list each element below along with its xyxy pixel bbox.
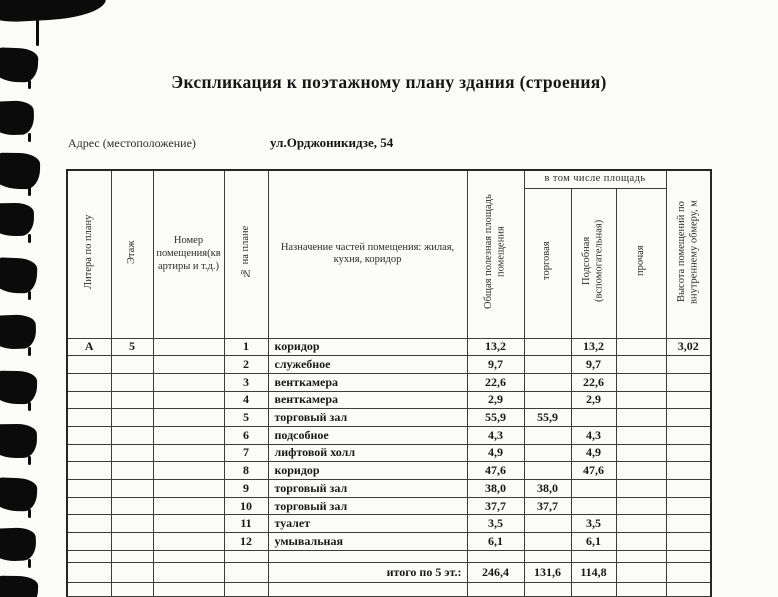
binding-mark — [28, 559, 31, 568]
binding-mark — [0, 153, 40, 190]
cell-plan-number: 11 — [224, 515, 268, 533]
binding-mark — [28, 347, 31, 356]
cell-purpose: венткамера — [268, 373, 467, 391]
cell-trade-area — [524, 533, 571, 551]
cell-total-area — [467, 582, 524, 596]
cell-other-area — [616, 444, 666, 462]
col-header-room-number: Номер помещения(кв артиры и т.д.) — [153, 170, 224, 338]
table-row — [67, 373, 711, 391]
address-label: Адрес (местоположение) — [68, 136, 196, 150]
cell-purpose: туалет — [268, 515, 467, 533]
cell-trade-area — [524, 426, 571, 444]
table-row — [67, 391, 711, 409]
cell-floor: 5 — [111, 338, 153, 356]
cell-floor — [111, 356, 153, 374]
cell-floor — [111, 391, 153, 409]
cell-floor — [111, 582, 153, 596]
cell-plan-number: 2 — [224, 356, 268, 374]
cell-trade-area — [524, 515, 571, 533]
cell-height — [666, 391, 711, 409]
cell-floor — [111, 373, 153, 391]
binding-mark — [0, 0, 107, 23]
cell-auxiliary-area: 4,3 — [571, 426, 616, 444]
cell-floor — [111, 550, 153, 562]
cell-purpose: торговый зал — [268, 497, 467, 515]
cell-room-number — [153, 356, 224, 374]
cell-other-area — [616, 426, 666, 444]
binding-mark — [0, 257, 38, 293]
binding-mark — [28, 402, 31, 411]
cell-height: 3,02 — [666, 338, 711, 356]
col-header-other — [616, 188, 666, 338]
cell-total-area: 55,9 — [467, 409, 524, 427]
cell-floor — [111, 409, 153, 427]
cell-floor — [111, 462, 153, 480]
cell-other-area — [616, 480, 666, 498]
cell-auxiliary-area — [571, 409, 616, 427]
binding-mark — [0, 477, 38, 511]
table-row — [67, 462, 711, 480]
cell-plan-number: 3 — [224, 373, 268, 391]
cell-other-area — [616, 497, 666, 515]
page-title: Экспликация к поэтажному плану здания (строения) — [171, 72, 607, 92]
cell-total-area: 6,1 — [467, 533, 524, 551]
col-header-auxiliary — [571, 188, 616, 338]
cell-trade-area — [524, 582, 571, 596]
cell-other-area — [616, 338, 666, 356]
cell-total-area: 4,3 — [467, 426, 524, 444]
cell-purpose: лифтовой холл — [268, 444, 467, 462]
cell-trade-area: 37,7 — [524, 497, 571, 515]
cell-height — [666, 426, 711, 444]
cell-total-area: 47,6 — [467, 462, 524, 480]
table-row — [67, 444, 711, 462]
cell-plan-number: 4 — [224, 391, 268, 409]
cell-height — [666, 373, 711, 391]
cell-height — [666, 409, 711, 427]
cell-height — [666, 497, 711, 515]
cell-purpose: торговый зал — [268, 480, 467, 498]
cell-height — [666, 356, 711, 374]
binding-mark — [0, 527, 37, 562]
cell-other-area — [616, 391, 666, 409]
cell-room-number — [153, 409, 224, 427]
cell-room-number — [153, 426, 224, 444]
cell-room-number — [153, 462, 224, 480]
cell-total-area: 22,6 — [467, 373, 524, 391]
table-row — [67, 497, 711, 515]
cell-plan-number: 1 — [224, 338, 268, 356]
cell-litera — [67, 409, 111, 427]
cell-litera: А — [67, 338, 111, 356]
cell-litera — [67, 462, 111, 480]
cell-purpose: подсобное — [268, 426, 467, 444]
col-header-floor-label: Этаж — [125, 240, 137, 264]
table-row — [67, 426, 711, 444]
cell-room-number — [153, 373, 224, 391]
col-header-height-label: Высота помещений по внутреннему обмеру, м — [675, 200, 700, 304]
col-header-auxiliary-label: Подсобная (вспомогательная) — [580, 219, 605, 302]
cell-height — [666, 462, 711, 480]
binding-mark — [28, 509, 31, 518]
cell-room-number — [153, 391, 224, 409]
cell-total-area: 13,2 — [467, 338, 524, 356]
binding-mark — [28, 133, 31, 142]
cell-total-area: 38,0 — [467, 480, 524, 498]
cell-plan-number — [224, 550, 268, 562]
header-row-top — [67, 170, 711, 188]
cell-room-number — [153, 338, 224, 356]
cell-litera — [67, 391, 111, 409]
table-row-empty — [67, 550, 711, 562]
cell-trade-area — [524, 391, 571, 409]
cell-room-number — [153, 533, 224, 551]
cell-purpose: венткамера — [268, 391, 467, 409]
cell-other-area — [616, 582, 666, 596]
cell-auxiliary-area: 114,8 — [571, 562, 616, 582]
col-header-height — [666, 170, 711, 338]
col-header-trade-label: торговая — [541, 241, 553, 280]
explication-table — [66, 169, 712, 597]
cell-trade-area — [524, 373, 571, 391]
cell-height — [666, 582, 711, 596]
cell-floor — [111, 533, 153, 551]
address-value: ул.Орджоникидзе, 54 — [270, 135, 394, 150]
cell-plan-number: 7 — [224, 444, 268, 462]
table-row — [67, 356, 711, 374]
col-header-including: в том числе площадь — [524, 170, 666, 188]
cell-auxiliary-area: 6,1 — [571, 533, 616, 551]
cell-floor — [111, 480, 153, 498]
cell-litera — [67, 515, 111, 533]
cell-trade-area: 131,6 — [524, 562, 571, 582]
col-header-total-area-label: Общая полезная площадь помещения — [482, 194, 507, 310]
cell-other-area — [616, 462, 666, 480]
cell-auxiliary-area — [571, 497, 616, 515]
cell-total-area: 37,7 — [467, 497, 524, 515]
cell-room-number — [153, 515, 224, 533]
binding-mark — [0, 100, 35, 135]
cell-trade-area — [524, 356, 571, 374]
binding-mark — [28, 456, 31, 465]
cell-auxiliary-area: 13,2 — [571, 338, 616, 356]
table-row — [67, 338, 711, 356]
cell-floor — [111, 497, 153, 515]
table-row — [67, 533, 711, 551]
cell-other-area — [616, 562, 666, 582]
binding-mark — [36, 18, 39, 46]
cell-room-number — [153, 550, 224, 562]
cell-purpose: умывальная — [268, 533, 467, 551]
table-row — [67, 480, 711, 498]
cell-room-number — [153, 497, 224, 515]
cell-purpose: коридор — [268, 338, 467, 356]
binding-mark — [0, 203, 34, 237]
cell-room-number — [153, 562, 224, 582]
col-header-plan-number-label: № на плане — [239, 225, 251, 279]
table-row-empty — [67, 582, 711, 596]
cell-litera — [67, 356, 111, 374]
cell-height — [666, 480, 711, 498]
cell-total-area: 2,9 — [467, 391, 524, 409]
col-header-purpose: Назначение частей помещения: жилая, кухня, коридор — [268, 170, 467, 338]
cell-auxiliary-area — [571, 480, 616, 498]
cell-plan-number: 5 — [224, 409, 268, 427]
cell-plan-number: 10 — [224, 497, 268, 515]
cell-plan-number: 8 — [224, 462, 268, 480]
cell-purpose: итого по 5 эт.: — [268, 562, 467, 582]
binding-mark — [0, 424, 37, 459]
table-row-total — [67, 562, 711, 582]
cell-floor — [111, 444, 153, 462]
cell-auxiliary-area: 22,6 — [571, 373, 616, 391]
cell-other-area — [616, 409, 666, 427]
cell-total-area: 3,5 — [467, 515, 524, 533]
cell-total-area — [467, 550, 524, 562]
cell-trade-area: 38,0 — [524, 480, 571, 498]
cell-trade-area — [524, 550, 571, 562]
cell-room-number — [153, 480, 224, 498]
col-header-total-area — [467, 170, 524, 338]
cell-floor — [111, 562, 153, 582]
cell-auxiliary-area — [571, 550, 616, 562]
cell-plan-number — [224, 562, 268, 582]
cell-auxiliary-area — [571, 582, 616, 596]
cell-auxiliary-area: 9,7 — [571, 356, 616, 374]
cell-other-area — [616, 515, 666, 533]
cell-trade-area — [524, 462, 571, 480]
binding-mark — [0, 576, 38, 597]
cell-purpose: торговый зал — [268, 409, 467, 427]
cell-trade-area — [524, 338, 571, 356]
cell-other-area — [616, 356, 666, 374]
cell-height — [666, 562, 711, 582]
cell-trade-area — [524, 444, 571, 462]
cell-litera — [67, 582, 111, 596]
cell-other-area — [616, 550, 666, 562]
cell-litera — [67, 562, 111, 582]
cell-trade-area: 55,9 — [524, 409, 571, 427]
cell-total-area: 246,4 — [467, 562, 524, 582]
cell-purpose — [268, 550, 467, 562]
col-header-other-label: прочая — [634, 245, 646, 277]
cell-room-number — [153, 444, 224, 462]
cell-height — [666, 550, 711, 562]
cell-litera — [67, 497, 111, 515]
binding-mark — [0, 314, 37, 350]
cell-auxiliary-area: 4,9 — [571, 444, 616, 462]
cell-other-area — [616, 533, 666, 551]
cell-plan-number: 9 — [224, 480, 268, 498]
cell-auxiliary-area: 2,9 — [571, 391, 616, 409]
cell-plan-number: 6 — [224, 426, 268, 444]
col-header-floor — [111, 170, 153, 338]
col-header-litera — [67, 170, 111, 338]
binding-mark — [28, 234, 31, 243]
cell-purpose — [268, 582, 467, 596]
cell-purpose: служебное — [268, 356, 467, 374]
cell-height — [666, 515, 711, 533]
cell-litera — [67, 426, 111, 444]
table-row — [67, 409, 711, 427]
cell-total-area: 9,7 — [467, 356, 524, 374]
cell-litera — [67, 444, 111, 462]
col-header-litera-label: Литера по плану — [82, 214, 94, 290]
cell-total-area: 4,9 — [467, 444, 524, 462]
cell-auxiliary-area: 47,6 — [571, 462, 616, 480]
binding-mark — [0, 371, 37, 405]
cell-other-area — [616, 373, 666, 391]
binding-mark — [28, 291, 31, 300]
cell-room-number — [153, 582, 224, 596]
binding-mark — [28, 187, 31, 196]
cell-litera — [67, 550, 111, 562]
cell-litera — [67, 373, 111, 391]
cell-plan-number — [224, 582, 268, 596]
cell-floor — [111, 426, 153, 444]
cell-auxiliary-area: 3,5 — [571, 515, 616, 533]
cell-height — [666, 533, 711, 551]
table-row — [67, 515, 711, 533]
cell-litera — [67, 480, 111, 498]
cell-plan-number: 12 — [224, 533, 268, 551]
cell-floor — [111, 515, 153, 533]
cell-height — [666, 444, 711, 462]
table-body — [67, 338, 711, 597]
cell-litera — [67, 533, 111, 551]
col-header-plan-number — [224, 170, 268, 338]
col-header-trade — [524, 188, 571, 338]
cell-purpose: коридор — [268, 462, 467, 480]
